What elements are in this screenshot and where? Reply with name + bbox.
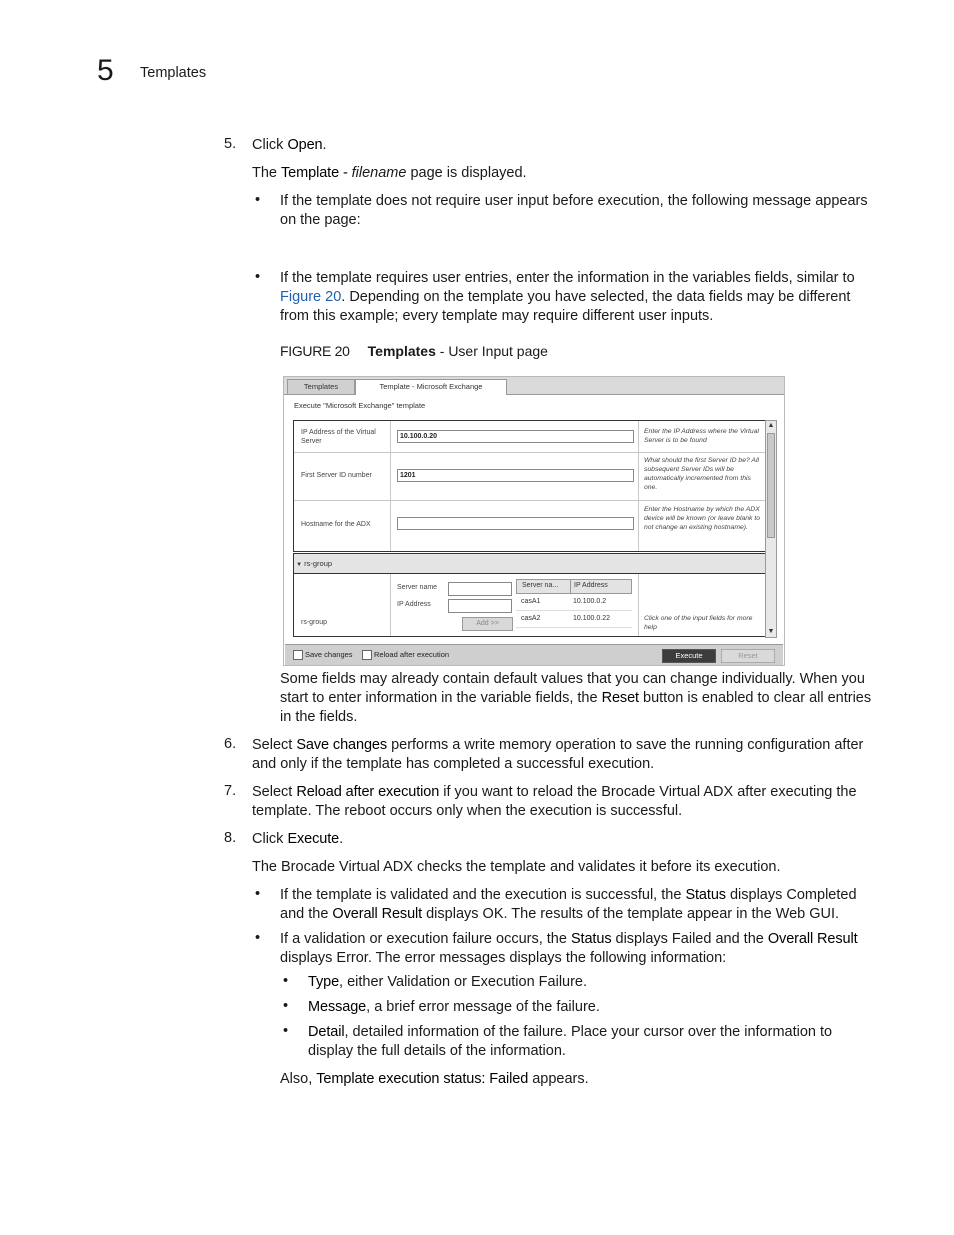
- grid-header[interactable]: IP Address: [574, 582, 608, 589]
- sub-bullet-text: Message, a brief error message of the failure.: [308, 999, 600, 1015]
- form-row: [294, 421, 766, 453]
- field-label: First Server ID number: [301, 472, 372, 479]
- field-help: What should the first Server ID be? All subsequent Server IDs will be automatically incremented from this one.: [644, 457, 759, 491]
- form-row: [294, 501, 766, 551]
- form-row: [294, 452, 766, 501]
- table-row[interactable]: casA1 10.100.0.2: [516, 594, 632, 611]
- bullet: •: [255, 930, 261, 946]
- also-text: Also, Template execution status: Failed appears.: [280, 1071, 589, 1087]
- field-label: IP Address of the Virtual Server: [301, 429, 376, 445]
- scrollbar[interactable]: [765, 420, 777, 638]
- sub-bullet: •: [283, 998, 289, 1014]
- save-changes-checkbox[interactable]: [293, 650, 303, 660]
- reload-after-label: Reload after execution: [374, 650, 450, 659]
- after-figure-text: Some fields may already contain default values that you can change individually. When you start to enter information in the variable fields, the Reset button is enabled to clear all entries in the fields.: [280, 671, 872, 725]
- step-5-result: The Template - filename page is displayed.: [252, 165, 527, 181]
- chapter-number: 5: [97, 54, 114, 87]
- bullet-text: If a validation or execution failure occurs, the Status displays Failed and the Overall Result displays Error. The error messages displays the following information:: [280, 931, 858, 966]
- scroll-thumb[interactable]: [767, 433, 775, 538]
- bullet-text: If the template is validated and the execution is successful, the Status displays Completed and the Overall Result displays OK. The results of the template appear in the Web GUI.: [280, 887, 857, 922]
- bullet: •: [255, 886, 261, 902]
- bullet: •: [255, 269, 261, 285]
- add-button[interactable]: Add >>: [462, 617, 513, 631]
- first-server-id-input[interactable]: 1201: [397, 469, 634, 482]
- sub-bullet: •: [283, 1023, 289, 1039]
- figure-link[interactable]: Figure 20: [280, 289, 342, 305]
- sub-bullet: •: [283, 973, 289, 989]
- figure-caption: FIGURE 20 Templates - User Input page: [280, 343, 548, 359]
- templates-user-input-screenshot: [283, 376, 785, 666]
- sub-bullet-text: Type, either Validation or Execution Failure.: [308, 974, 588, 990]
- ip-address-small-input[interactable]: [448, 599, 512, 613]
- bullet-text: If the template requires user entries, enter the information in the variables fields, similar to Figure 20. Depending on the template you have selected, the data fields may be different from this example; every template may require different user inputs.: [280, 270, 855, 324]
- rs-group-header[interactable]: ▼ rs-group: [293, 553, 767, 574]
- reset-button[interactable]: Reset: [721, 649, 775, 663]
- field-help: Enter the IP Address where the Virtual Server is to be found: [644, 428, 759, 444]
- step-8-result: The Brocade Virtual ADX checks the template and validates it before its execution.: [252, 859, 781, 875]
- field-help: Enter the Hostname by which the ADX device will be known (or leave blank to not change an existing hostname).: [644, 506, 760, 531]
- step-number: 5.: [224, 136, 237, 152]
- step-number: 8.: [224, 830, 237, 846]
- rs-group-body: [293, 574, 767, 637]
- scroll-up-icon[interactable]: ▲: [767, 422, 775, 429]
- bullet-text: If the template does not require user input before execution, the following message appears on the page:: [280, 193, 868, 228]
- field-label: Hostname for the ADX: [301, 521, 371, 528]
- step-7-text: Select Reload after execution if you want to reload the Brocade Virtual ADX after executing the template. The reboot occurs only when the execution is successful.: [252, 784, 857, 819]
- execute-template-title: Execute "Microsoft Exchange" template: [294, 401, 426, 410]
- sub-bullet-text: Detail, detailed information of the failure. Place your cursor over the information to display the full details of the information.: [308, 1024, 833, 1059]
- step-number: 7.: [224, 783, 237, 799]
- scroll-down-icon[interactable]: ▼: [767, 628, 775, 635]
- ip-address-input[interactable]: 10.100.0.20: [397, 430, 634, 443]
- variables-form: [293, 420, 767, 552]
- bullet: •: [255, 192, 261, 208]
- tab-templates[interactable]: Templates: [287, 379, 355, 394]
- reload-after-checkbox[interactable]: [362, 650, 372, 660]
- grid-header[interactable]: Server na...: [522, 582, 559, 589]
- group-help: Click one of the input fields for more help: [644, 615, 753, 631]
- step-5-text: Click Open.: [252, 137, 327, 153]
- chapter-title: Templates: [140, 65, 207, 81]
- execute-button[interactable]: Execute: [662, 649, 716, 663]
- hostname-input[interactable]: [397, 517, 634, 530]
- tab-bar: [284, 377, 784, 395]
- ip-address-label: IP Address: [397, 601, 431, 608]
- step-8-text: Click Execute.: [252, 831, 344, 847]
- caret-down-icon: ▼: [296, 562, 303, 568]
- table-row[interactable]: casA2 10.100.0.22: [516, 611, 632, 628]
- tab-template-microsoft-exchange[interactable]: Template - Microsoft Exchange: [355, 379, 507, 395]
- server-name-label: Server name: [397, 584, 438, 591]
- action-footer: [285, 644, 783, 665]
- save-changes-label: Save changes: [305, 650, 353, 659]
- server-grid: [516, 579, 632, 628]
- step-number: 6.: [224, 736, 237, 752]
- server-name-input[interactable]: [448, 582, 512, 596]
- group-label: rs-group: [301, 619, 328, 626]
- step-6-text: Select Save changes performs a write memory operation to save the running configuration after and only if the template has completed a successful execution.: [252, 737, 864, 772]
